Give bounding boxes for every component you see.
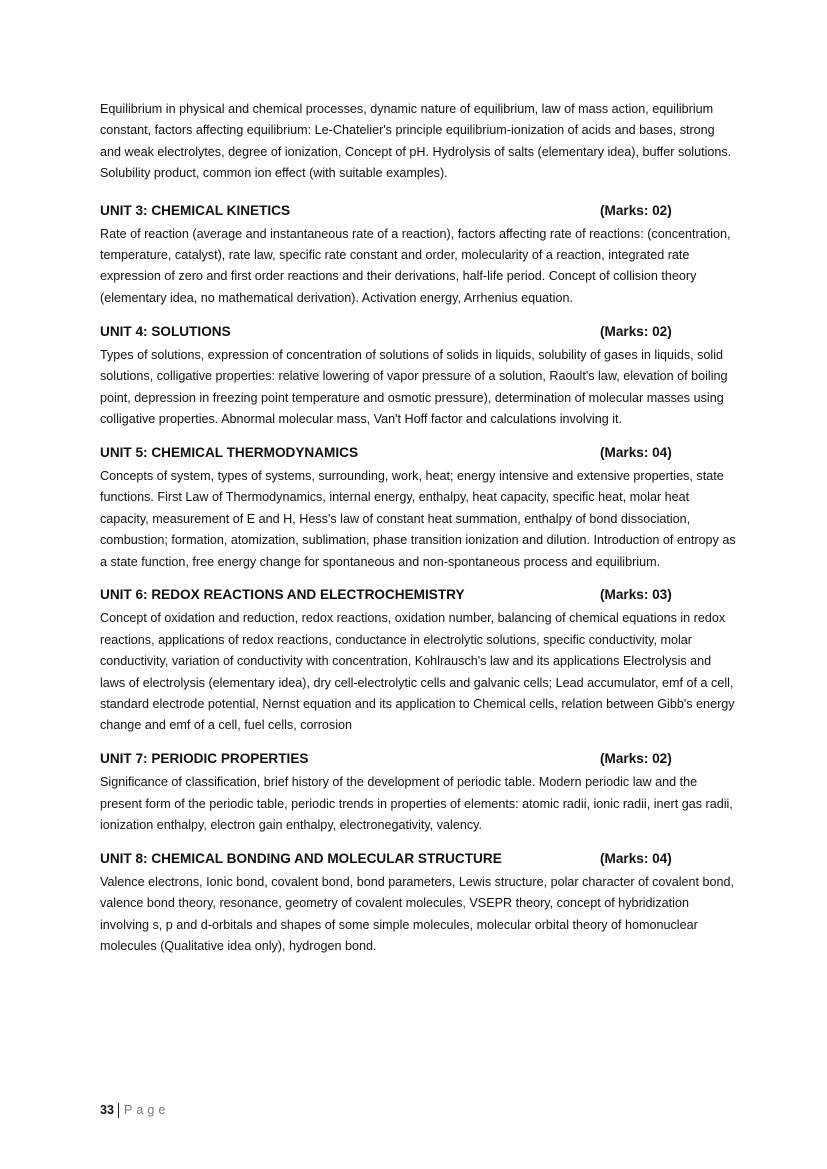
unit-heading <box>100 201 736 222</box>
unit-title: UNIT 5: CHEMICAL THERMODYNAMICS <box>100 444 359 460</box>
unit-title: UNIT 8: CHEMICAL BONDING AND MOLECULAR STRUCTURE <box>100 851 502 867</box>
unit-section-8 <box>100 849 736 958</box>
unit-section-4 <box>100 322 736 431</box>
unit-title: UNIT 3: CHEMICAL KINETICS <box>100 202 291 218</box>
unit-section-5 <box>100 443 736 573</box>
unit-description: Concepts of system, types of systems, surrounding, work, heat; energy intensive and extensive properties, state functions. First Law of Thermodynamics, internal energy, enthalpy, heat capacity, specific heat, molar heat capacity, measurement of E and H, Hess's law of constant heat summation, enthalpy of bond dissociation, combustion; formation, atomization, sublimation, phase transition ionization and dilution. Introduction of entropy as a state function, free energy change for spontaneous and non-spontaneous process and equilibrium. <box>100 468 736 569</box>
intro-paragraph: Equilibrium in physical and chemical processes, dynamic nature of equilibrium, law of mass action, equilibrium constant, factors affecting equilibrium: Le-Chatelier's principle equilibrium-ionization of acids and bases, strong and weak electrolytes, degree of ionization, Concept of pH. Hydrolysis of salts (elementary idea), buffer solutions. Solubility product, common ion effect (with suitable examples). <box>100 102 732 181</box>
unit-title: UNIT 4: SOLUTIONS <box>100 323 231 339</box>
unit-marks: (Marks: 02) <box>600 202 672 218</box>
unit-description: Types of solutions, expression of concentration of solutions of solids in liquids, solubility of gases in liquids, solid solutions, colligative properties: relative lowering of vapor pressure of a solution, Raoult's law, elevation of boiling point, depression in freezing point temperature and osmotic pressure), determination of molecular masses using colligative properties. Abnormal molecular mass, Van't Hoff factor and calculations involving it. <box>100 347 728 426</box>
footer-divider <box>118 1103 119 1118</box>
unit-marks: (Marks: 02) <box>600 323 672 339</box>
unit-heading <box>100 849 736 870</box>
unit-heading <box>100 322 736 343</box>
document-page <box>100 99 736 970</box>
unit-marks: (Marks: 03) <box>600 587 672 603</box>
page-footer <box>100 1101 169 1119</box>
unit-heading <box>100 443 736 464</box>
unit-section-7 <box>100 749 736 836</box>
unit-section-3 <box>100 201 736 310</box>
unit-description: Concept of oxidation and reduction, redox reactions, oxidation number, balancing of chemical equations in redox reactions, applications of redox reactions, conductance in electrolytic solutions, specific conductivity, molar conductivity, variation of conductivity with concentration, Kohlrausch's law and its applications Electrolysis and laws of electrolysis (elementary idea), dry cell-electrolytic cells and galvanic cells; Lead accumulator, emf of a cell, standard electrode potential, Nernst equation and its application to Chemical cells, relation between Gibb's energy change and emf of a cell, fuel cells, corrosion <box>100 611 735 733</box>
unit-description: Rate of reaction (average and instantaneous rate of a reaction), factors affecting rate of reactions: (concentration, temperature, catalyst), rate law, specific rate constant and order, molecularity of a reaction, integrated rate expression of zero and first order reactions and their derivations, half-life period. Concept of collision theory (elementary idea, no mathematical derivation). Activation energy, Arrhenius equation. <box>100 226 731 305</box>
unit-marks: (Marks: 04) <box>600 851 672 867</box>
unit-description: Significance of classification, brief history of the development of periodic table. Modern periodic law and the present form of the periodic table, periodic trends in properties of elements: atomic radii, ionic radii, inert gas radii, ionization enthalpy, electron gain enthalpy, electronegativity, valency. <box>100 775 733 833</box>
unit-title: UNIT 6: REDOX REACTIONS AND ELECTROCHEMISTRY <box>100 587 465 603</box>
unit-title: UNIT 7: PERIODIC PROPERTIES <box>100 751 309 767</box>
unit-marks: (Marks: 02) <box>600 751 672 767</box>
unit-heading <box>100 749 736 770</box>
unit-marks: (Marks: 04) <box>600 444 672 460</box>
unit-heading <box>100 585 736 606</box>
unit-description: Valence electrons, Ionic bond, covalent bond, bond parameters, Lewis structure, polar character of covalent bond, valence bond theory, resonance, geometry of covalent molecules, VSEPR theory, concept of hybridization involving s, p and d-orbitals and shapes of some simple molecules, molecular orbital theory of homonuclear molecules (Qualitative idea only), hydrogen bond. <box>100 875 735 954</box>
page-label: Page <box>124 1103 170 1117</box>
unit-section-6 <box>100 585 736 736</box>
page-number: 33 <box>100 1103 115 1117</box>
